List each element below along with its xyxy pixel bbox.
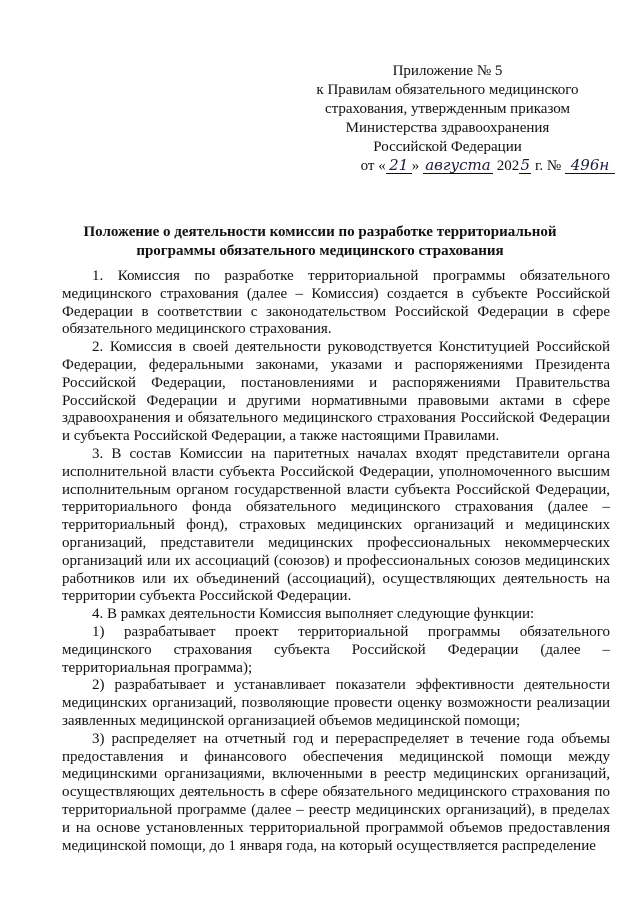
date-year-prefix: 202 bbox=[496, 158, 520, 174]
paragraph-2: 2. Комиссия в своей деятельности руководствуется Конституцией Российской Федерации, федеральными законами, указами и распоряжениями Президента Российской Федерации, постановлениями и распоряжениями Правительства Российской Федерации и другими нормативными правовыми актами в сфере здравоохранения и обязательного медицинского страхования Российской Федерации и субъекта Российской Федерации, а также настоящими Правилами. bbox=[62, 339, 610, 445]
date-close-quote: » bbox=[411, 158, 420, 174]
function-item-2: 2) разрабатывает и устанавливает показатели эффективности деятельности медицинских организаций, позволяющие провести оценку возможности реализации заявленных медицинской организацией объемов медицинской помощи; bbox=[62, 677, 610, 729]
document-title bbox=[60, 223, 580, 261]
handwritten-order-number: 496н bbox=[565, 157, 615, 174]
paragraph-3: 3. В состав Комиссии на паритетных началах входят представители органа исполнительной власти субъекта Российской Федерации, уполномоченного высшим исполнительным органом государственной власти субъекта Российской Федерации, территориального фонда обязательного медицинского страхования (далее – территориальный фонд), страховых медицинских организаций и медицинских организаций, представители медицинских профессиональных некоммерческих организаций или их ассоциаций (союзов) и профессиональных союзов медицинских работников или их объединений (ассоциаций), осуществляющих деятельность на территории субъекта Российской Федерации. bbox=[62, 445, 610, 605]
paragraph-4: 4. В рамках деятельности Комиссия выполняет следующие функции: bbox=[92, 606, 535, 623]
appendix-line-3: страхования, утвержденным приказом bbox=[324, 101, 571, 117]
order-date-line bbox=[300, 157, 615, 176]
appendix-line-5: Российской Федерации bbox=[373, 139, 522, 155]
document-body bbox=[62, 268, 610, 855]
appendix-header bbox=[300, 62, 610, 176]
handwritten-year-digit: 5 bbox=[520, 156, 530, 174]
title-line-2: программы обязательного медицинского страхования bbox=[136, 243, 504, 259]
appendix-line-4: Министерства здравоохранения bbox=[345, 120, 550, 136]
function-item-3: 3) распределяет на отчетный год и перераспределяет в течение года объемы предоставления и финансового обеспечения медицинской помощи между медицинскими организациями, включенными в реестр медицинских организаций, осуществляющих деятельность в сфере обязательного медицинского страхования по территориальной программе (далее – реестр медицинских организаций), в пределах и на основе установленных территориальной программой объемов предоставления медицинской помощи, до 1 января года, на который осуществляется распределение bbox=[62, 730, 610, 854]
date-prefix: от « bbox=[360, 158, 386, 174]
function-item-1: 1) разрабатывает проект территориальной программы обязательного медицинского страхования субъекта Российской Федерации (далее – территориальная программа); bbox=[62, 623, 610, 676]
appendix-line-1: Приложение № 5 bbox=[392, 63, 503, 79]
date-year-suffix: г. № bbox=[534, 158, 562, 174]
handwritten-day: 21 bbox=[386, 157, 412, 174]
appendix-line-2: к Правилам обязательного медицинского bbox=[316, 82, 579, 98]
title-line-1: Положение о деятельности комиссии по разработке территориальной bbox=[83, 224, 557, 240]
handwritten-month: августа bbox=[423, 157, 493, 174]
paragraph-1: 1. Комиссия по разработке территориальной программы обязательного медицинского страхования (далее – Комиссия) создается в субъекте Российской Федерации в соответствии с законодательством Российской Федерации в сфере обязательного медицинского страхования. bbox=[62, 268, 610, 338]
